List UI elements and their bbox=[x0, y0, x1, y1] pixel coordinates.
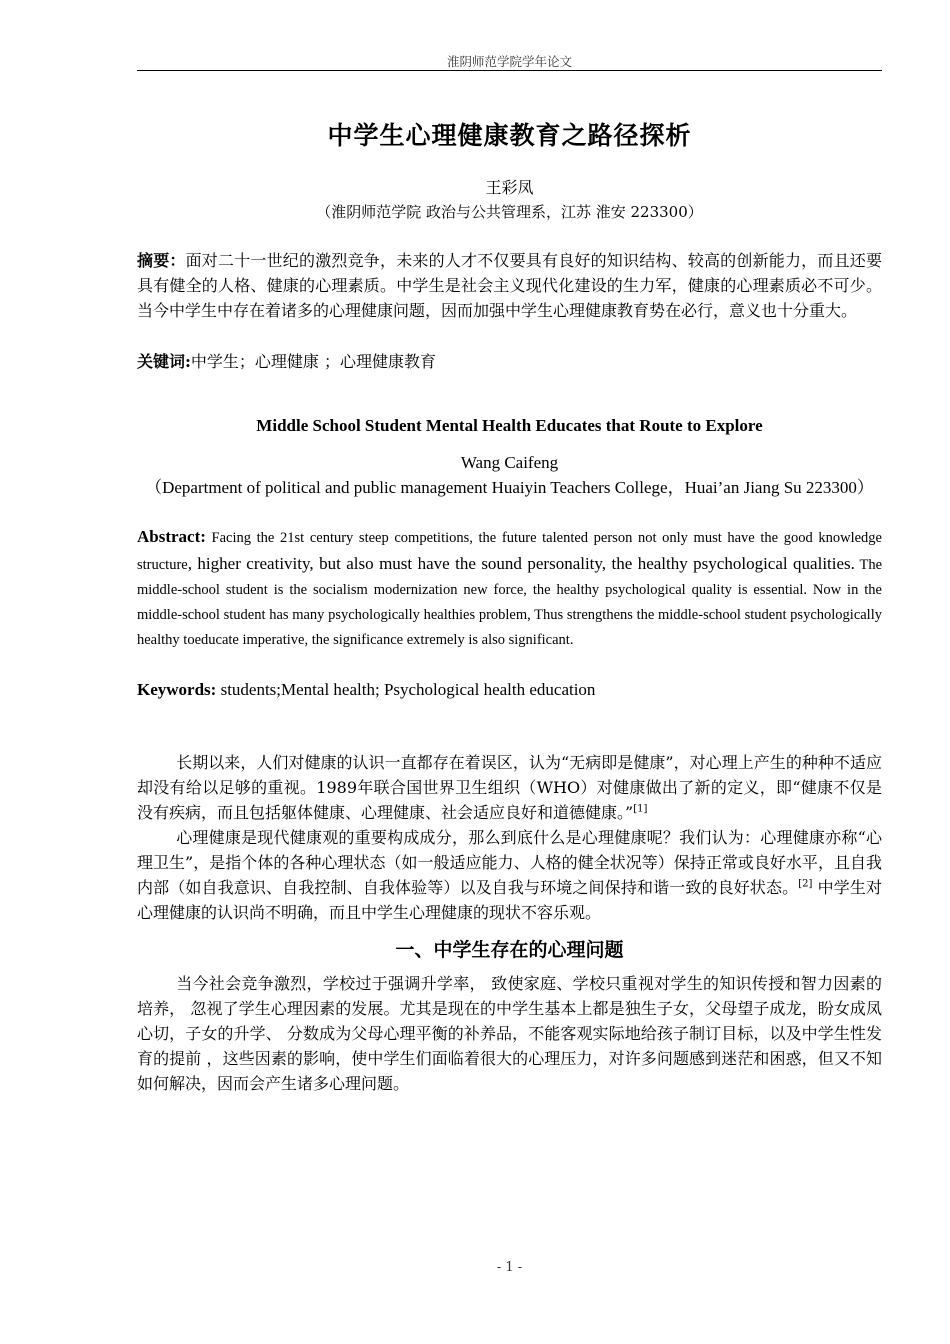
english-keywords bbox=[137, 677, 882, 702]
header-rule bbox=[137, 70, 882, 71]
author-affiliation: （淮阴师范学院 政治与公共管理系，江苏 淮安 223300） bbox=[316, 203, 703, 221]
english-abstract-part3: The middle-school student is the socialism modernization new force, the healthy psychological quality is essential. Now in the middle-school student has many psychologically healthies problem, Thus strengthens the middle-school student psychologically healthy toeducate imperative, the significance extremely is also significant. bbox=[137, 557, 883, 648]
chinese-abstract bbox=[137, 248, 882, 323]
reference-1: [1] bbox=[633, 803, 648, 815]
author-name: 王彩凤 bbox=[485, 178, 534, 197]
paper-body bbox=[137, 116, 882, 1096]
english-keywords-label: Keywords: bbox=[137, 680, 217, 699]
english-keywords-text: students;Mental health; Psychological health education bbox=[216, 680, 596, 699]
english-affiliation: （Department of political and public management Huaiyin Teachers College，Huai’an Jiang Su 223300） bbox=[145, 478, 874, 497]
reference-2: [2] bbox=[798, 878, 813, 890]
keywords-label: 关键词: bbox=[137, 352, 191, 371]
english-title: Middle School Student Mental Health Educates that Route to Explore bbox=[256, 416, 763, 435]
running-header: 淮阴师范学院学年论文 bbox=[446, 54, 572, 69]
body-paragraph-3: 当今社会竞争激烈，学校过于强调升学率， 致使家庭、学校只重视对学生的知识传授和智力因素的培养， 忽视了学生心理因素的发展。尤其是现在的中学生基本上都是独生子女，父母望子成龙，盼女成凤心切，子女的升学、 分数成为父母心理平衡的补养品，不能客观实际地给孩子制订目标，以及中学生性发育的提前 ，这些因素的影响，使中学生们面临着很大的心理压力，对许多问题感到迷茫和困惑，但又不知如何解决，因而会产生诸多心理问题。 bbox=[137, 974, 882, 1093]
keywords-text: 中学生；心理健康 ；心理健康教育 bbox=[190, 352, 437, 371]
abstract-label: 摘要： bbox=[137, 251, 186, 270]
body-paragraph-2 bbox=[137, 825, 882, 925]
page-number: - 1 - bbox=[496, 1260, 523, 1275]
english-abstract-part1: Facing the 21st century steep competitions, the future talented person not only must have the good knowledge structure bbox=[137, 530, 882, 573]
english-author: Wang Caifeng bbox=[460, 453, 559, 472]
paragraph-1-text: 长期以来，人们对健康的认识一直都存在着误区，认为“无病即是健康”，对心理上产生的种种不适应却没有给以足够的重视。1989年联合国世界卫生组织（WHO）对健康做出了新的定义，即“健康不仅是没有疾病，而且包括躯体健康、心理健康、社会适应良好和道德健康。” bbox=[137, 753, 882, 822]
abstract-text: 面对二十一世纪的激烈竞争，未来的人才不仅要具有良好的知识结构、较高的创新能力，而且还要具有健全的人格、健康的心理素质。中学生是社会主义现代化建设的生力军，健康的心理素质必不可少。当今中学生中存在着诸多的心理健康问题，因而加强中学生心理健康教育势在必行，意义也十分重大。 bbox=[137, 251, 882, 320]
paragraph-2-tail: 中学生对心理健康的认识尚不明确，而且中学生心理健康的现状不容乐观。 bbox=[137, 878, 882, 922]
chinese-keywords bbox=[137, 349, 882, 374]
section-heading-1: 一、中学生存在的心理问题 bbox=[395, 939, 624, 961]
english-abstract bbox=[137, 524, 882, 653]
paragraph-2-text: 心理健康是现代健康观的重要构成成分，那么到底什么是心理健康呢？我们认为：心理健康亦称“心理卫生”，是指个体的各种心理状态（如一般适应能力、人格的健全状况等）保持正常或良好水平，且自我内部（如自我意识、自我控制、自我体验等）以及自我与环境之间保持和谐一致的良好状态。 bbox=[137, 828, 882, 897]
paper-title: 中学生心理健康教育之路径探析 bbox=[327, 121, 692, 150]
english-abstract-label: Abstract: bbox=[137, 527, 206, 546]
body-paragraph-1 bbox=[137, 750, 882, 825]
english-abstract-part2: , higher creativity, but also must have the sound personality, the healthy psychological qualities. bbox=[187, 554, 855, 573]
